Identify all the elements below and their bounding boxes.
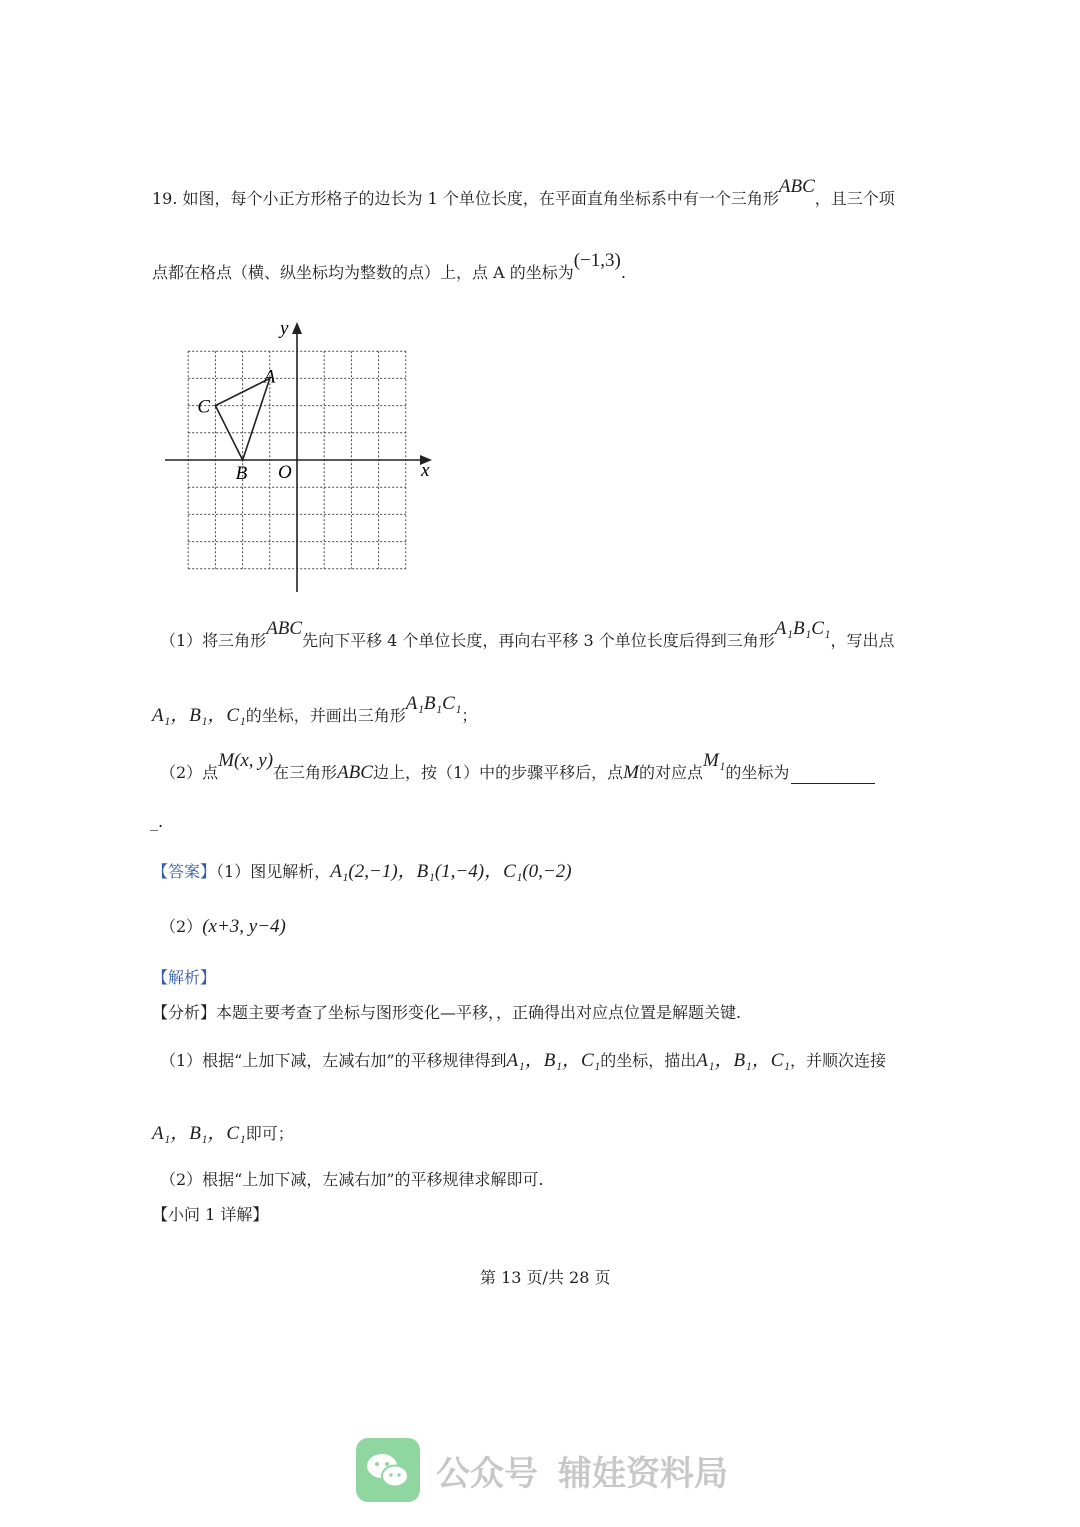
problem-tail-2: . xyxy=(620,263,626,282)
q2-line-2: _. xyxy=(150,812,164,831)
x-axis-label: x xyxy=(421,460,430,481)
q2-pre: （2）点 xyxy=(160,763,219,782)
problem-line-2 xyxy=(152,250,626,284)
analysis-p1-mid: 的坐标，描出 xyxy=(600,1051,697,1070)
q2-mid1: 在三角形 xyxy=(273,763,338,782)
analysis-p1-text: （1）根据“上加下减，左减右加”的平移规律得到 xyxy=(160,1051,507,1070)
q2-math-m: M(x, y) xyxy=(218,750,274,771)
q2-math-m2: M xyxy=(623,762,639,783)
q1-math-abc: ABC xyxy=(266,618,303,639)
answer-tag: 【答案】 xyxy=(152,862,217,881)
problem-text-1: 19. 如图，每个小正方形格子的边长为 1 个单位长度，在平面直角坐标系中有一个三角形 xyxy=(152,189,779,208)
analysis-p1-line2-math: A₁，B₁，C₁ xyxy=(152,1123,246,1144)
watermark xyxy=(356,1438,728,1502)
analysis-p2: （2）根据“上加下减，左减右加”的平移规律求解即可. xyxy=(160,1170,544,1189)
problem-math-a-coord: (−1,3) xyxy=(573,250,621,271)
q2-line-1 xyxy=(160,750,875,784)
watermark-label-1: 公众号 xyxy=(436,1453,538,1494)
analysis-tag: 【解析】 xyxy=(152,968,217,987)
answer-text-1: （1）图见解析， xyxy=(216,862,331,881)
point-label-c: C xyxy=(197,396,211,418)
watermark-label-2: 辅娃资料局 xyxy=(558,1453,728,1494)
q1-line-2 xyxy=(152,693,478,727)
origin-label: O xyxy=(278,462,292,483)
answer-math-1: A₁(2,−1)，B₁(1,−4)，C₁(0,−2) xyxy=(330,861,572,882)
q2-tail: 的坐标为 xyxy=(725,763,790,782)
q2-mid3: 的对应点 xyxy=(638,763,703,782)
analysis-detail-tag: 【小问 1 详解】 xyxy=(152,1205,269,1224)
point-label-b: B xyxy=(235,463,248,484)
analysis-p1-line-1 xyxy=(160,1045,886,1072)
y-axis-label: y xyxy=(280,318,289,339)
answer-line-2 xyxy=(160,914,286,938)
problem-line-1 xyxy=(152,176,895,210)
problem-tail-1: ，且三个项 xyxy=(814,189,895,208)
q1-line2-text: 的坐标，并画出三角形 xyxy=(245,706,406,725)
analysis-p1-line2-tail: 即可； xyxy=(245,1124,294,1143)
answer-math-2: (x+3, y−4) xyxy=(202,916,286,937)
q1-pre: （1）将三角形 xyxy=(160,631,267,650)
q2-answer-blank xyxy=(791,767,875,784)
q1-points: A₁，B₁，C₁ xyxy=(152,705,246,726)
q1-line2-tail: ； xyxy=(461,706,478,725)
analysis-p1-tail: ，并顺次连接 xyxy=(789,1051,886,1070)
analysis-p1-math1: A₁，B₁，C₁ xyxy=(506,1050,601,1071)
coordinate-figure xyxy=(150,310,450,600)
analysis-p1-line-2 xyxy=(152,1118,294,1145)
wechat-bubbles-icon xyxy=(356,1438,420,1502)
answer-line-1 xyxy=(152,856,572,883)
point-label-a: A xyxy=(263,366,276,388)
q2-mid2: 边上，按（1）中的步骤平移后，点 xyxy=(372,763,624,782)
q1-math-a1b1c1: A₁B₁C₁ xyxy=(774,618,831,639)
q1-line2-math: A₁B₁C₁ xyxy=(405,693,462,714)
q1-line-1 xyxy=(160,618,895,652)
analysis-fenxi: 【分析】本题主要考查了坐标与图形变化—平移，，正确得出对应点位置是解题关键. xyxy=(152,1003,742,1022)
q1-mid: 先向下平移 4 个单位长度，再向右平移 3 个单位长度后得到三角形 xyxy=(302,631,775,650)
y-axis-arrow-icon xyxy=(292,322,302,334)
q2-math-abc: ABC xyxy=(337,762,373,783)
problem-math-abc: ABC xyxy=(778,176,815,197)
page-number: 第 13 页/共 28 页 xyxy=(480,1268,611,1287)
answer-text-2: （2） xyxy=(160,917,203,936)
wechat-icon xyxy=(356,1438,420,1502)
problem-text-2: 点都在格点（横、纵坐标均为整数的点）上，点 A 的坐标为 xyxy=(152,263,574,282)
q1-tail: ，写出点 xyxy=(830,631,895,650)
q2-math-m1: M₁ xyxy=(702,750,726,771)
analysis-p1-math2: A₁，B₁，C₁ xyxy=(696,1050,790,1071)
